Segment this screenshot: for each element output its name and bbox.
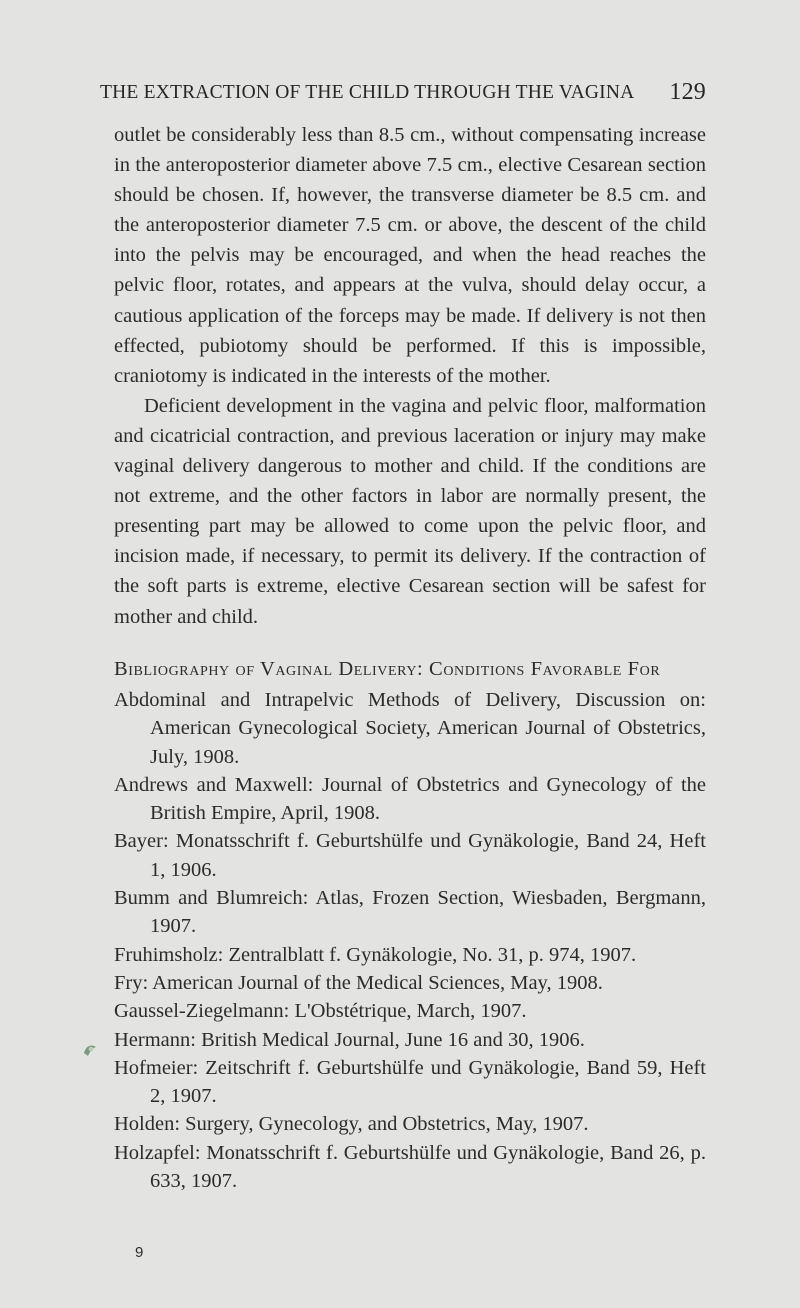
- running-title: THE EXTRACTION OF THE CHILD THROUGH THE VAGINA: [100, 82, 635, 103]
- page-number: 129: [669, 79, 706, 105]
- signature-mark: 9: [135, 1244, 144, 1261]
- bibliography-entry: Fruhimsholz: Zentralblatt f. Gynäkologie, No. 31, p. 974, 1907.: [114, 943, 637, 966]
- paragraph-2: Deficient development in the vagina and pelvic floor, malformation and cicatricial contraction, and previous laceration or injury may make vaginal delivery dangerous to mother and child. If the conditions are not extreme, and the other factors in labor are normally present, the presenting part may be allowed to come upon the pelvic floor, and incision made, if necessary, to permit its delivery. If the contraction of the soft parts is extreme, elective Cesarean section will be safest for mother and child.: [114, 394, 706, 628]
- paper-clip-mark-icon: [82, 1043, 98, 1057]
- paragraph-1: outlet be considerably less than 8.5 cm., without compensating increase in the anteroposterior diameter above 7.5 cm., elective Cesarean section should be chosen. If, however, the transverse diameter be 8.5 cm. and the anteroposterior diameter 7.5 cm. or above, the descent of the child into the pelvis may be encouraged, and when the head reaches the pelvic floor, rotates, and appears at the vulva, should delay occur, a cautious application of the forceps may be made. If delivery is not then effected, pubiotomy should be performed. If this is impossible, craniotomy is indicated in the interests of the mother.: [114, 124, 706, 387]
- bibliography-entry: Hermann: British Medical Journal, June 16 and 30, 1906.: [114, 1028, 585, 1051]
- bibliography-entry: Bumm and Blumreich: Atlas, Frozen Section, Wiesbaden, Bergmann, 1907.: [114, 887, 706, 938]
- bibliography-heading: Bibliography of Vaginal Delivery: Conditions Favorable For: [114, 658, 661, 680]
- bibliography-entry: Andrews and Maxwell: Journal of Obstetrics and Gynecology of the British Empire, April, 1908.: [114, 773, 706, 825]
- bibliography-entry: Fry: American Journal of the Medical Sciences, May, 1908.: [114, 971, 603, 994]
- bibliography-entry: Holzapfel: Monatsschrift f. Geburtshülfe und Gynäkologie, Band 26, p. 633, 1907.: [114, 1141, 706, 1193]
- bibliography-entry: Hofmeier: Zeitschrift f. Geburtshülfe und Gynäkologie, Band 59, Heft 2, 1907.: [114, 1056, 706, 1108]
- bibliography-entry: Gaussel-Ziegelmann: L'Obstétrique, March, 1907.: [114, 1000, 527, 1023]
- bibliography-entry: Holden: Surgery, Gynecology, and Obstetrics, May, 1907.: [114, 1113, 589, 1136]
- bibliography-entry: Abdominal and Intrapelvic Methods of Delivery, Discussion on: American Gynecological Society, American Journal of Obstetrics, July, 1908.: [114, 689, 706, 768]
- bibliography-entry: Bayer: Monatsschrift f. Geburtshülfe und Gynäkologie, Band 24, Heft 1, 1906.: [114, 830, 706, 881]
- bibliography-list: [114, 686, 706, 1195]
- main-text: [114, 120, 706, 632]
